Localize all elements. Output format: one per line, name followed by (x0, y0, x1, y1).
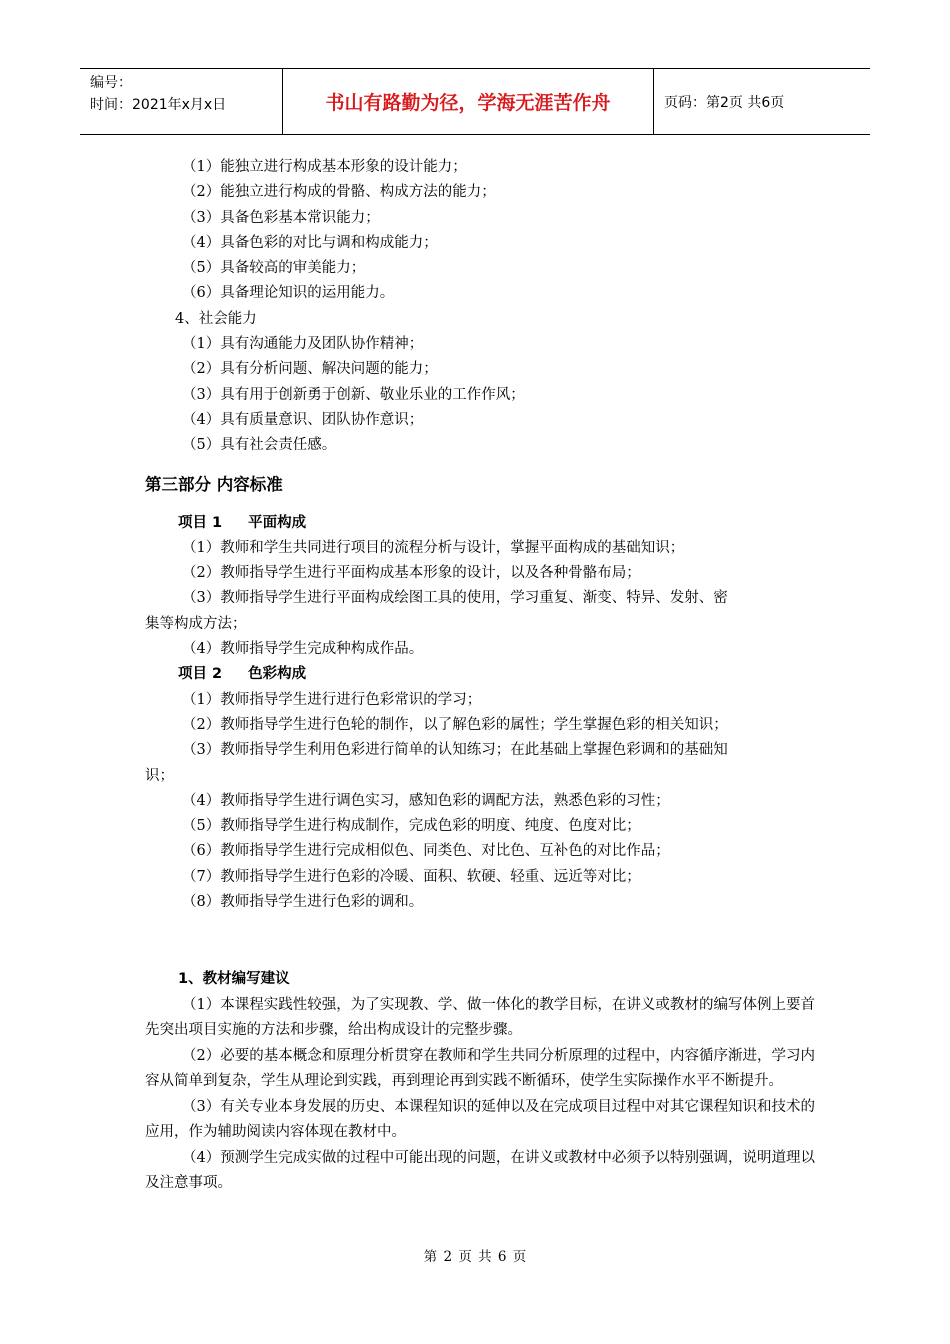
list-item: （3）具备色彩基本常识能力； (182, 209, 380, 226)
list-item: （7）教师指导学生进行色彩的冷暖、面积、软硬、轻重、远近等对比； (182, 868, 641, 885)
list-item: （4）具备色彩的对比与调和构成能力； (182, 234, 438, 251)
social-ability-heading: 4、社会能力 (175, 310, 257, 327)
section-heading: 第三部分 内容标准 (145, 474, 283, 494)
social-ability-list (145, 332, 815, 458)
page-footer: 第 2 页 共 6 页 (423, 1249, 527, 1265)
list-item: （2）教师指导学生进行平面构成基本形象的设计，以及各种骨骼布局； (182, 565, 641, 582)
list-item: （2）教师指导学生进行色轮的制作，以了解色彩的属性；学生掌握色彩的相关知识； (182, 716, 728, 733)
header-date: 时间：2021年x月x日 (90, 97, 227, 113)
paragraph: （4）预测学生完成实做的过程中可能出现的问题，在讲义或教材中必须予以特别强调，说明道理以及注意事项。 (145, 1149, 815, 1192)
project-number: 项目 1 (178, 514, 223, 531)
textbook-heading: 1、教材编写建议 (178, 971, 290, 988)
list-item: （5）具有社会责任感。 (182, 437, 337, 454)
project-number: 项目 2 (178, 666, 223, 683)
project-name: 平面构成 (248, 514, 307, 531)
list-item: （3）教师指导学生利用色彩进行简单的认知练习；在此基础上掌握色彩调和的基础知 (182, 742, 728, 759)
page-header (80, 68, 870, 135)
list-item: （2）具有分析问题、解决问题的能力； (182, 361, 438, 378)
paragraph: （3）有关专业本身发展的历史、本课程知识的延伸以及在完成项目过程中对其它课程知识和技术的应用，作为辅助阅读内容体现在教材中。 (145, 1098, 815, 1141)
list-item: （1）具有沟通能力及团队协作精神； (182, 336, 424, 353)
list-item: （3）具有用于创新勇于创新、敬业乐业的工作作风； (182, 386, 525, 403)
project-heading (145, 511, 815, 536)
list-item: （5）具备较高的审美能力； (182, 260, 366, 277)
paragraph: （2）必要的基本概念和原理分析贯穿在教师和学生共同分析原理的过程中，内容循序渐进，学习内容从简单到复杂，学生从理论到实践，再到理论再到实践不断循环，使学生实际操作水平不断提升。 (145, 1047, 815, 1090)
list-item-continuation: 识； (145, 767, 174, 784)
ability-list (145, 155, 815, 307)
list-item: （6）教师指导学生进行完成相似色、同类色、对比色、互补色的对比作品； (182, 843, 670, 860)
list-item: （6）具备理论知识的运用能力。 (182, 285, 395, 302)
header-meta (80, 69, 283, 134)
list-item: （4）教师指导学生完成种构成作品。 (182, 641, 424, 658)
list-item: （1）教师指导学生进行进行色彩常识的学习； (182, 691, 482, 708)
list-item: （1）教师和学生共同进行项目的流程分析与设计，掌握平面构成的基础知识； (182, 539, 685, 556)
header-number: 编号： (90, 75, 132, 91)
list-item: （8）教师指导学生进行色彩的调和。 (182, 894, 424, 911)
header-motto: 书山有路勤为径，学海无涯苦作舟 (283, 69, 654, 134)
header-page-number: 页码：第2页 共6页 (664, 94, 785, 111)
document-body (145, 155, 815, 1197)
list-item: （2）能独立进行构成的骨骼、构成方法的能力； (182, 184, 496, 201)
list-item: （4）教师指导学生进行调色实习，感知色彩的调配方法，熟悉色彩的习性； (182, 792, 670, 809)
paragraph: （1）本课程实践性较强，为了实现教、学、做一体化的教学目标，在讲义或教材的编写体例上要首先突出项目实施的方法和步骤，给出构成设计的完整步骤。 (145, 996, 815, 1039)
project-heading (145, 662, 815, 687)
project-name: 色彩构成 (248, 666, 307, 683)
list-item: （1）能独立进行构成基本形象的设计能力； (182, 159, 467, 175)
list-item: （4）具有质量意识、团队协作意识； (182, 411, 424, 428)
list-item-continuation: 集等构成方法； (145, 615, 247, 632)
list-item: （3）教师指导学生进行平面构成绘图工具的使用，学习重复、渐变、特异、发射、密 (182, 590, 728, 607)
list-item: （5）教师指导学生进行构成制作，完成色彩的明度、纯度、色度对比； (182, 818, 641, 835)
